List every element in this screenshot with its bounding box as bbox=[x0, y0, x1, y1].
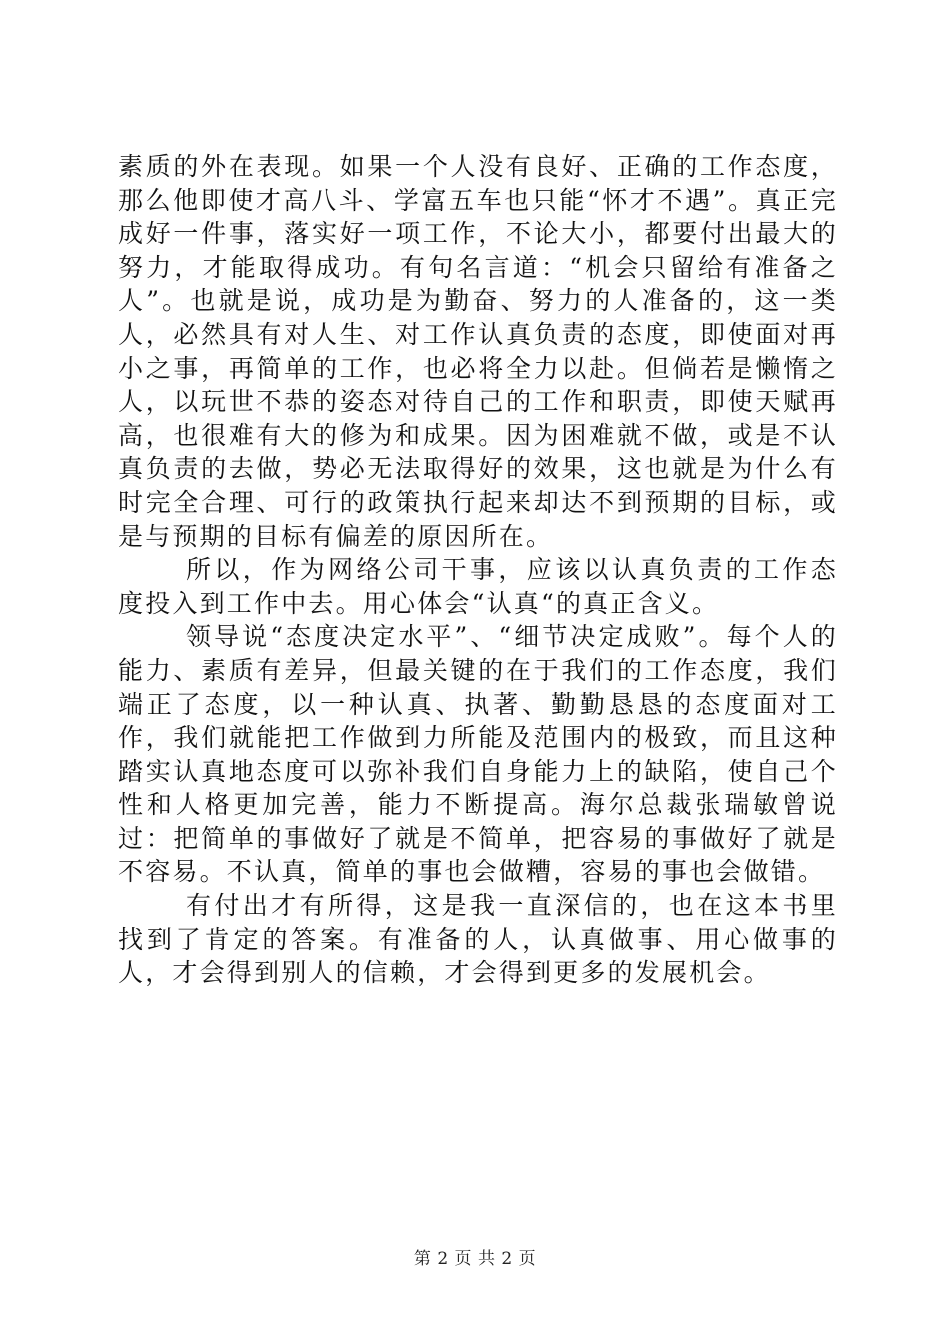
paragraph-1: 素质的外在表现。如果一个人没有良好、正确的工作态度，那么他即使才高八斗、学富五车也只能“怀才不遇”。真正完成好一件事，落实好一项工作，不论大小，都要付出最大的努力，才能取得成功。有句名言道：“机会只留给有准备之人”。也就是说，成功是为勤奋、努力的人准备的，这一类人，必然具有对人生、对工作认真负责的态度，即使面对再小之事，再简单的工作，也必将全力以赴。但倘若是懒惰之人，以玩世不恭的姿态对待自己的工作和职责，即使天赋再高，也很难有大的修为和成果。因为困难就不做，或是不认真负责的去做，势必无法取得好的效果，这也就是为什么有时完全合理、可行的政策执行起来却达不到预期的目标，或是与预期的目标有偏差的原因所在。 bbox=[118, 152, 838, 551]
paragraph-3: 领导说“态度决定水平”、“细节决定成败”。每个人的能力、素质有差异，但最关键的在于我们的工作态度，我们端正了态度，以一种认真、执著、勤勤恳恳的态度面对工作，我们就能把工作做到力所能及范围内的极致，而且这种踏实认真地态度可以弥补我们自身能力上的缺陷，使自己个性和人格更加完善，能力不断提高。海尔总裁张瑞敏曾说过：把简单的事做好了就是不简单，把容易的事做好了就是不容易。不认真，简单的事也会做糟，容易的事也会做错。 bbox=[118, 622, 838, 887]
paragraph-4: 有付出才有所得，这是我一直深信的，也在这本书里找到了肯定的答案。有准备的人，认真做事、用心做事的人，才会得到别人的信赖，才会得到更多的发展机会。 bbox=[118, 891, 838, 988]
page-footer: 第 2 页 共 2 页 bbox=[413, 1249, 537, 1269]
paragraph-2: 所以，作为网络公司干事，应该以认真负责的工作态度投入到工作中去。用心体会“认真“的真正含义。 bbox=[118, 555, 838, 618]
document-body bbox=[118, 150, 838, 990]
